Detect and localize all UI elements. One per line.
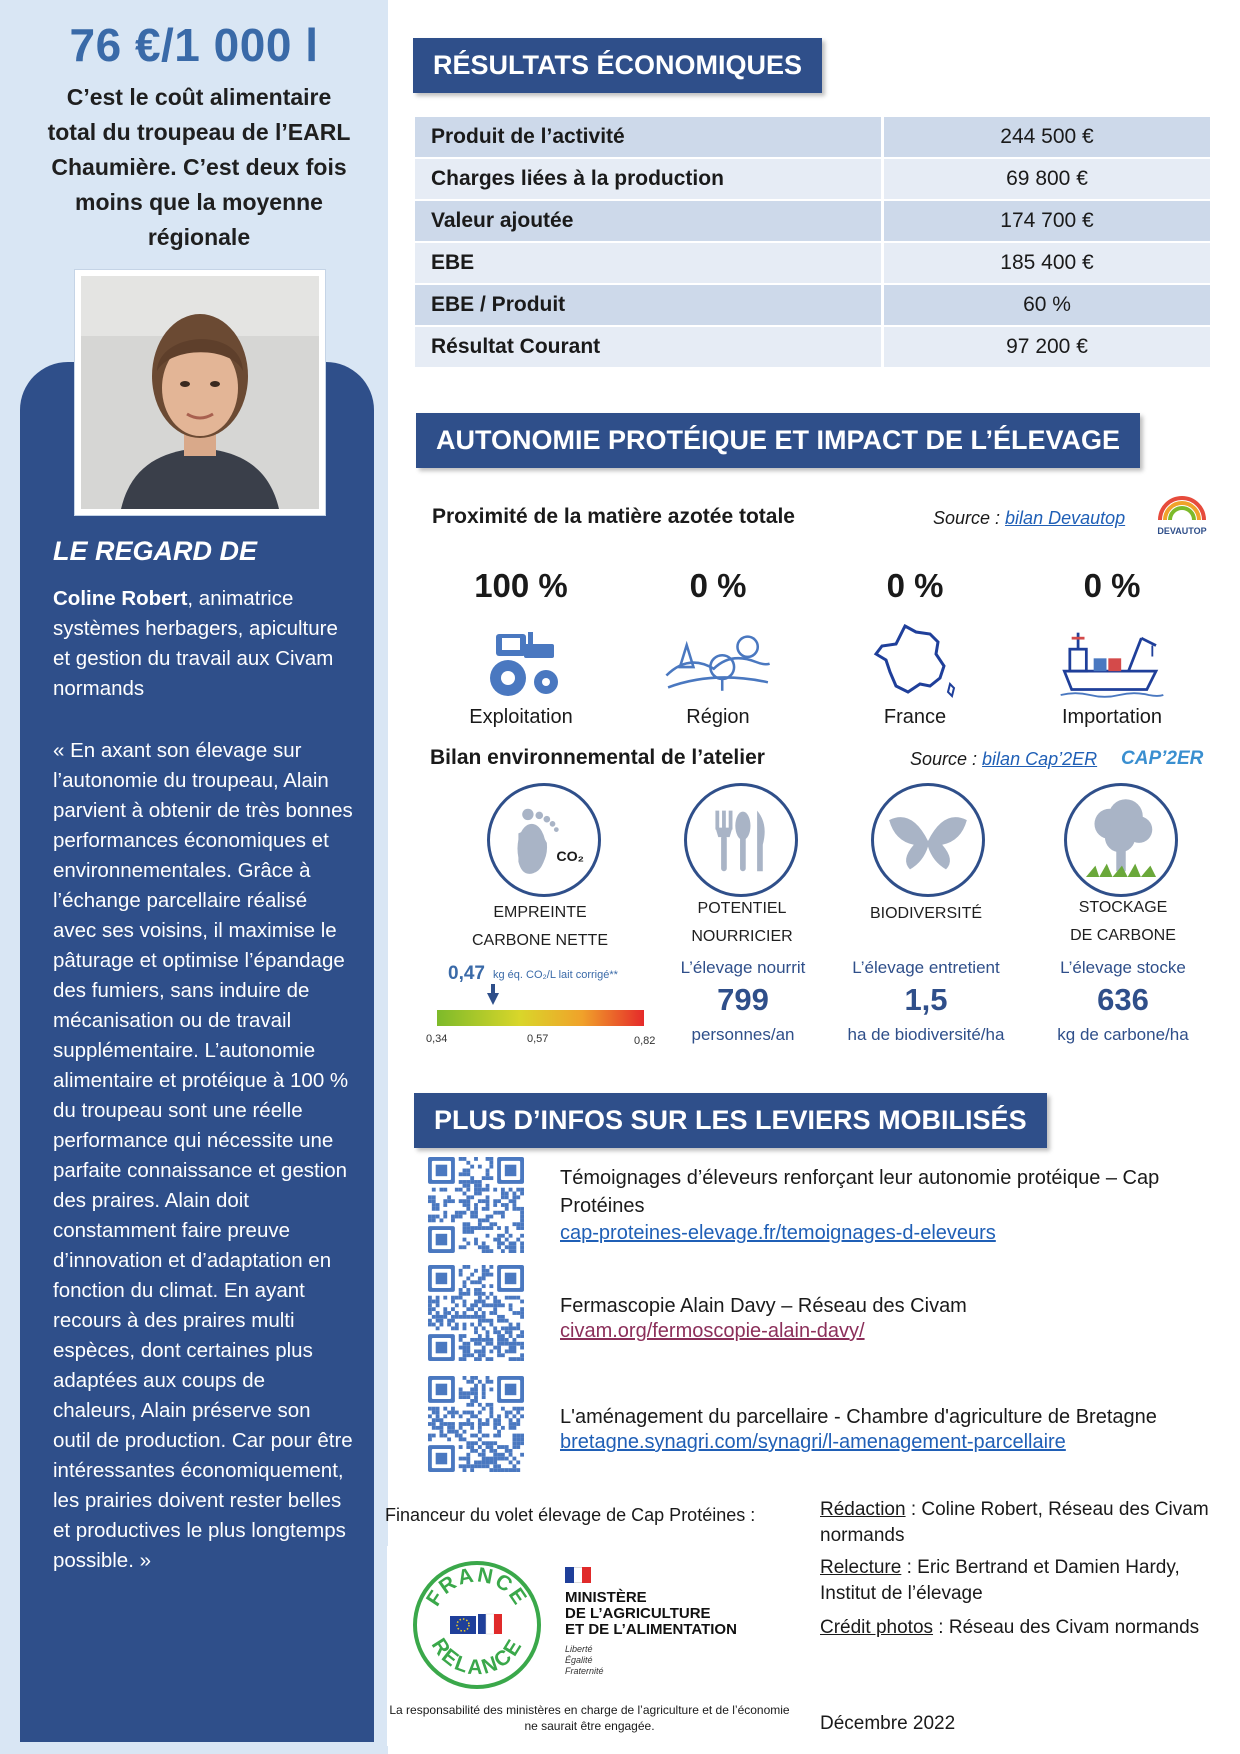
results-label: Charges liées à la production [415, 159, 881, 199]
tree-icon [1064, 783, 1178, 897]
source-devautop [933, 508, 1125, 529]
credit-relecture [820, 1555, 1220, 1607]
tractor-icon [466, 622, 576, 702]
results-label: Produit de l’activité [415, 117, 881, 157]
redaction-text: : Coline Robert, Réseau des Civam normands [820, 1499, 1209, 1546]
origin-label: Exploitation [469, 706, 573, 728]
biodiv-unit: ha de biodiversité/ha [847, 1025, 1005, 1044]
publication-date: Décembre 2022 [820, 1713, 956, 1734]
results-label: EBE [415, 243, 881, 283]
left-sidebar [0, 0, 388, 1754]
cap2er-link[interactable]: bilan Cap’2ER [982, 749, 1098, 769]
gauge-pointer [487, 993, 499, 1005]
stockage-caption [1028, 894, 1218, 950]
results-header: RÉSULTATS ÉCONOMIQUES [413, 38, 822, 93]
devise [565, 1644, 604, 1677]
origin-label: France [883, 706, 947, 728]
credit-photos-text: : Réseau des Civam normands [933, 1617, 1200, 1638]
results-label: EBE / Produit [415, 285, 881, 325]
france-map-icon [860, 622, 970, 702]
info-link[interactable]: bretagne.synagri.com/synagri/l-amenagement-parcellaire [560, 1431, 1066, 1453]
relecture-text: : Eric Bertrand et Damien Hardy, Institut de l’élevage [820, 1557, 1180, 1604]
stockage-caption-l1: STOCKAGE [1078, 899, 1168, 916]
person-role: , animatrice systèmes herbagers, apiculture et gestion du travail aux Civam normands [53, 587, 338, 700]
info-title: Témoignages d’éleveurs renforçant leur autonomie protéique – Cap Protéines [560, 1167, 1160, 1217]
relance-bottom-text: RELANCE [426, 1634, 528, 1680]
biodiv-sub: L’élevage entretient [852, 958, 1000, 977]
relecture-label: Relecture [820, 1557, 902, 1578]
cutlery-icon [684, 783, 798, 897]
credit-photos [820, 1615, 1220, 1641]
stockage-caption-l2: DE CARBONE [1070, 927, 1176, 944]
france-relance-logo [412, 1560, 542, 1690]
regard-intro [53, 584, 353, 704]
results-row [415, 117, 1210, 157]
devise-l1: Liberté [565, 1644, 593, 1654]
source-prefix: Source : [910, 749, 983, 769]
origin-label: Importation [1061, 706, 1163, 728]
autonomy-header: AUTONOMIE PROTÉIQUE ET IMPACT DE L’ÉLEVAGE [416, 413, 1140, 468]
ministry-l2: DE L’AGRICULTURE [565, 1605, 711, 1622]
credit-photos-label: Crédit photos [820, 1617, 934, 1638]
funder-disclaimer: La responsabilité des ministères en charge de l’agriculture et de l’économie ne saurait être engagée. [389, 1703, 790, 1733]
regard-title: LE REGARD DE [53, 536, 258, 566]
landscape-icon [663, 622, 773, 702]
qr-code-icon[interactable] [428, 1157, 524, 1253]
results-value: 60 % [881, 285, 1210, 325]
origin-pct: 0 % [689, 567, 747, 604]
co2-label: CO₂ [556, 848, 584, 865]
cost-description: C’est le coût alimentaire total du troupeau de l’EARL Chaumière. C’est deux fois moins que la moyenne régionale [47, 84, 351, 250]
devautop-logo [1152, 488, 1212, 544]
cargo-ship-icon [1057, 622, 1167, 702]
gauge-min: 0,34 [426, 1033, 448, 1045]
portrait-image [81, 276, 319, 509]
source-cap2er [910, 749, 1097, 770]
ministry-l3: ET DE L’ALIMENTATION [565, 1621, 737, 1638]
env-title: Bilan environnemental de l’atelier [430, 746, 765, 769]
devautop-logo-text: DEVAUTOP [1157, 526, 1207, 536]
marianne-flag-icon [565, 1567, 591, 1583]
origin-pct: 0 % [886, 567, 944, 604]
carbon-value: 0,47 [448, 963, 485, 984]
results-value: 244 500 € [881, 117, 1210, 157]
nourrir-caption [647, 895, 837, 951]
biodiv-caption: BIODIVERSITÉ [869, 905, 983, 922]
results-value: 174 700 € [881, 201, 1210, 241]
stockage-value: 636 [1097, 982, 1149, 1017]
carbon-gauge-bar [437, 1010, 644, 1026]
gauge-max: 0,82 [634, 1035, 656, 1047]
funder-label: Financeur du volet élevage de Cap Protéines : [385, 1505, 756, 1525]
info-link[interactable]: cap-proteines-elevage.fr/temoignages-d-eleveurs [560, 1222, 996, 1244]
carbon-unit: kg éq. CO₂/L lait corrigé** [493, 969, 618, 981]
nourrir-value: 799 [717, 982, 769, 1017]
results-label: Résultat Courant [415, 327, 881, 367]
biodiv-value: 1,5 [904, 982, 948, 1017]
info-title: Fermascopie Alain Davy – Réseau des Civam [560, 1295, 967, 1317]
cost-headline: 76 €/1 000 l [69, 19, 319, 71]
stockage-unit: kg de carbone/ha [1057, 1025, 1189, 1044]
devise-l2: Égalité [565, 1655, 593, 1665]
results-row [415, 201, 1210, 241]
nourrir-sub: L’élevage nourrit [680, 958, 806, 977]
qr-code-icon[interactable] [428, 1265, 524, 1361]
results-row [415, 327, 1210, 367]
nourrir-unit: personnes/an [691, 1025, 795, 1044]
stockage-sub: L’élevage stocke [1060, 958, 1186, 977]
results-value: 69 800 € [881, 159, 1210, 199]
source-prefix: Source : [933, 508, 1006, 528]
origin-pct: 0 % [1083, 567, 1141, 604]
info-link[interactable]: civam.org/fermoscopie-alain-davy/ [560, 1320, 865, 1342]
results-value: 185 400 € [881, 243, 1210, 283]
carbon-caption [445, 899, 635, 955]
proximity-title: Proximité de la matière azotée totale [432, 505, 795, 528]
nourrir-caption-l2: NOURRICIER [691, 928, 793, 945]
results-row [415, 285, 1210, 325]
results-label: Valeur ajoutée [415, 201, 881, 241]
infos-header: PLUS D’INFOS SUR LES LEVIERS MOBILISÉS [414, 1093, 1047, 1148]
carbon-footprint-icon [487, 783, 601, 897]
relance-top-text: FRANCE [422, 1563, 532, 1611]
carbon-caption-l2: CARBONE NETTE [471, 932, 608, 949]
results-row [415, 159, 1210, 199]
devise-l3: Fraternité [565, 1666, 604, 1676]
cap2er-logo: CAP’2ER [1121, 748, 1204, 769]
ministry-name [565, 1590, 737, 1638]
credit-redaction [820, 1497, 1220, 1549]
gauge-mid: 0,57 [527, 1033, 549, 1045]
results-table [415, 115, 1210, 369]
devautop-link[interactable]: bilan Devautop [1005, 508, 1126, 528]
carbon-caption-l1: EMPREINTE [493, 904, 587, 921]
redaction-label: Rédaction [820, 1499, 906, 1520]
results-row [415, 243, 1210, 283]
results-value: 97 200 € [881, 327, 1210, 367]
ministry-l1: MINISTÈRE [565, 1589, 647, 1606]
nourrir-caption-l1: POTENTIEL [697, 900, 787, 917]
origin-pct: 100 % [474, 567, 568, 604]
person-name: Coline Robert [53, 587, 188, 610]
regard-quote: « En axant son élevage sur l’autonomie du troupeau, Alain parvient à obtenir de très bonnes performances économiques et environnementales. Grâce à l’échange parcellaire réalisé avec ses voisins, il maximise le pâturage et optimise l’épandage des fumiers, sans induire de mécanisation ou de travail supplémentaire. L’autonomie alimentaire et protéique à 100 % du troupeau sont une réelle performance qui nécessite une parfaite connaissance et gestion des praires. Alain doit constamment faire preuve d’innovation et d’adaptation en fonction du climat. En ayant recours à des praires multi espèces, dont certaines plus adaptées aux coups de chaleurs, Alain préserve son outil de production. Car pour être intéressantes économiquement, les prairies doivent rester belles et productives le plus longtemps possible. » [53, 739, 353, 1572]
qr-code-icon[interactable] [428, 1376, 524, 1472]
info-title: L'aménagement du parcellaire - Chambre d'agriculture de Bretagne [560, 1406, 1157, 1428]
origin-label: Région [686, 706, 750, 728]
butterfly-icon [871, 783, 985, 897]
portrait-photo [75, 270, 325, 515]
